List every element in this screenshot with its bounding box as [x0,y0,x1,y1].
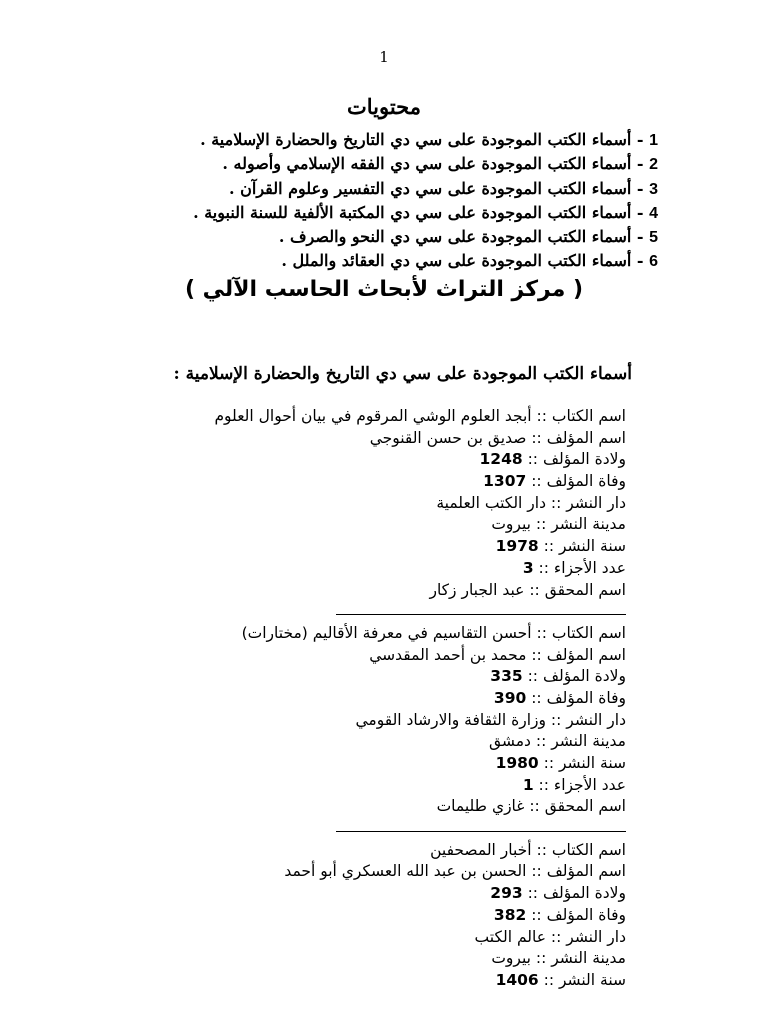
field-label: اسم المحقق :: [524,797,626,816]
field-label: سنة النشر :: [538,754,626,772]
section-heading: أسماء الكتب الموجودة على سي دي التاريخ والحضارة الإسلامية : [173,364,632,384]
book-title: أحسن التقاسيم في معرفة الأقاليم (مختارات) [241,623,532,642]
toc-item-text: - أسماء الكتب الموجودة على سي دي النحو والصرف . [278,227,650,247]
book-birth-line [66,883,626,905]
book-list [66,406,626,992]
field-label: اسم المحقق :: [524,580,626,599]
field-label: سنة النشر :: [538,537,626,556]
book-city: بيروت [491,949,531,968]
book-author: صديق بن حسن القنوجي [369,428,527,447]
toc-item-text: - أسماء الكتب الموجودة على سي دي التفسير وعلوم القرآن . [228,178,650,198]
field-label: مدينة النشر :: [530,949,626,968]
book-volumes-line [66,775,626,797]
book-publisher-line [66,927,626,949]
book-volumes: 1 [522,775,534,794]
book-editor-line [66,580,626,602]
book-year: 1978 [495,537,539,556]
book-author-line [66,428,626,450]
book-volumes: 3 [522,558,534,577]
toc-item-number: 2 [649,156,658,174]
book-editor: غازي طليمات [436,797,525,816]
book-publisher: وزارة الثقافة والارشاد القومي [355,710,546,729]
field-label: اسم الكتاب :: [531,623,626,642]
toc-item-number: 3 [649,180,658,198]
book-author-line [66,861,626,883]
page-number: 1 [379,48,389,66]
book-birth: 293 [490,884,523,903]
toc-item [138,225,658,249]
toc-item [138,152,658,176]
book-title-line [66,623,626,645]
field-label: اسم الكتاب :: [531,407,626,425]
book-year-line [66,753,626,775]
toc-item [138,249,658,273]
book-birth-line [66,449,626,471]
book-year: 1406 [495,970,539,989]
book-title-line [66,840,626,862]
book-title-line [66,406,626,428]
book-publisher-line [66,493,626,515]
book-city-line [66,514,626,536]
book-year-line [66,970,626,992]
toc-heading: محتويات [346,94,421,119]
field-label: اسم المؤلف :: [526,428,626,447]
field-label: اسم المؤلف :: [526,645,626,664]
book-publisher: عالم الكتب [474,927,546,946]
book-publisher: دار الكتب العلمية [436,493,546,512]
book-birth-line [66,666,626,688]
field-label: مدينة النشر :: [530,732,626,751]
toc-item [138,177,658,201]
toc-item-text: - أسماء الكتب الموجودة على سي دي المكتبة الألفية للسنة النبوية . [193,202,650,222]
field-label: ولادة المؤلف :: [522,450,626,469]
toc-item [138,128,658,152]
book-title: أبجد العلوم الوشي المرقوم في بيان أحوال العلوم [214,407,532,425]
field-label: وفاة المؤلف :: [526,905,626,924]
field-label: مدينة النشر :: [530,515,626,534]
toc-item-number: 1 [649,132,658,149]
separator-rule [66,818,626,840]
book-death-line [66,471,626,493]
book-city-line [66,731,626,753]
book-city: بيروت [491,515,531,534]
toc-item-number: 6 [649,253,658,271]
field-label: دار النشر :: [545,493,626,512]
book-volumes-line [66,558,626,580]
book-editor: عبد الجبار زكار [429,580,525,599]
center-title: ( مركز التراث لأبحاث الحاسب الآلي ) [184,277,584,302]
book-author: الحسن بن عبد الله العسكري أبو أحمد [284,862,527,881]
book-editor-line [66,796,626,818]
book-publisher-line [66,710,626,732]
book-death: 1307 [483,472,527,491]
book-death: 390 [493,688,527,707]
toc-item-text: - أسماء الكتب الموجودة على سي دي التاريخ والحضارة الإسلامية . [200,130,650,149]
book-author: محمد بن أحمد المقدسي [369,645,527,664]
separator-rule [66,601,626,623]
field-label: دار النشر :: [545,710,626,729]
book-death-line [66,905,626,927]
field-label: اسم المؤلف :: [526,862,626,881]
field-label: وفاة المؤلف :: [526,688,626,707]
book-death: 382 [493,905,527,924]
field-label: ولادة المؤلف :: [522,884,626,903]
book-title: أخبار المصحفين [430,840,532,859]
toc-item-text: - أسماء الكتب الموجودة على سي دي الفقه الإسلامي وأصوله . [222,154,650,174]
book-city: دمشق [488,732,531,751]
book-death-line [66,688,626,710]
field-label: سنة النشر :: [538,970,626,989]
toc-item-number: 4 [649,204,658,222]
toc-item [138,201,658,225]
field-label: وفاة المؤلف :: [526,472,626,491]
field-label: اسم الكتاب :: [531,840,626,859]
book-birth: 335 [490,667,523,686]
book-year: 1980 [495,754,539,772]
field-label: ولادة المؤلف :: [522,667,626,686]
field-label: دار النشر :: [545,927,626,946]
book-birth: 1248 [479,450,523,469]
field-label: عدد الأجزاء :: [533,558,626,577]
book-city-line [66,948,626,970]
book-year-line [66,536,626,558]
toc-item-number: 5 [649,229,658,247]
toc-item-text: - أسماء الكتب الموجودة على سي دي العقائد والملل . [281,251,650,271]
book-author-line [66,645,626,667]
toc-list [138,128,658,274]
field-label: عدد الأجزاء :: [533,775,626,794]
